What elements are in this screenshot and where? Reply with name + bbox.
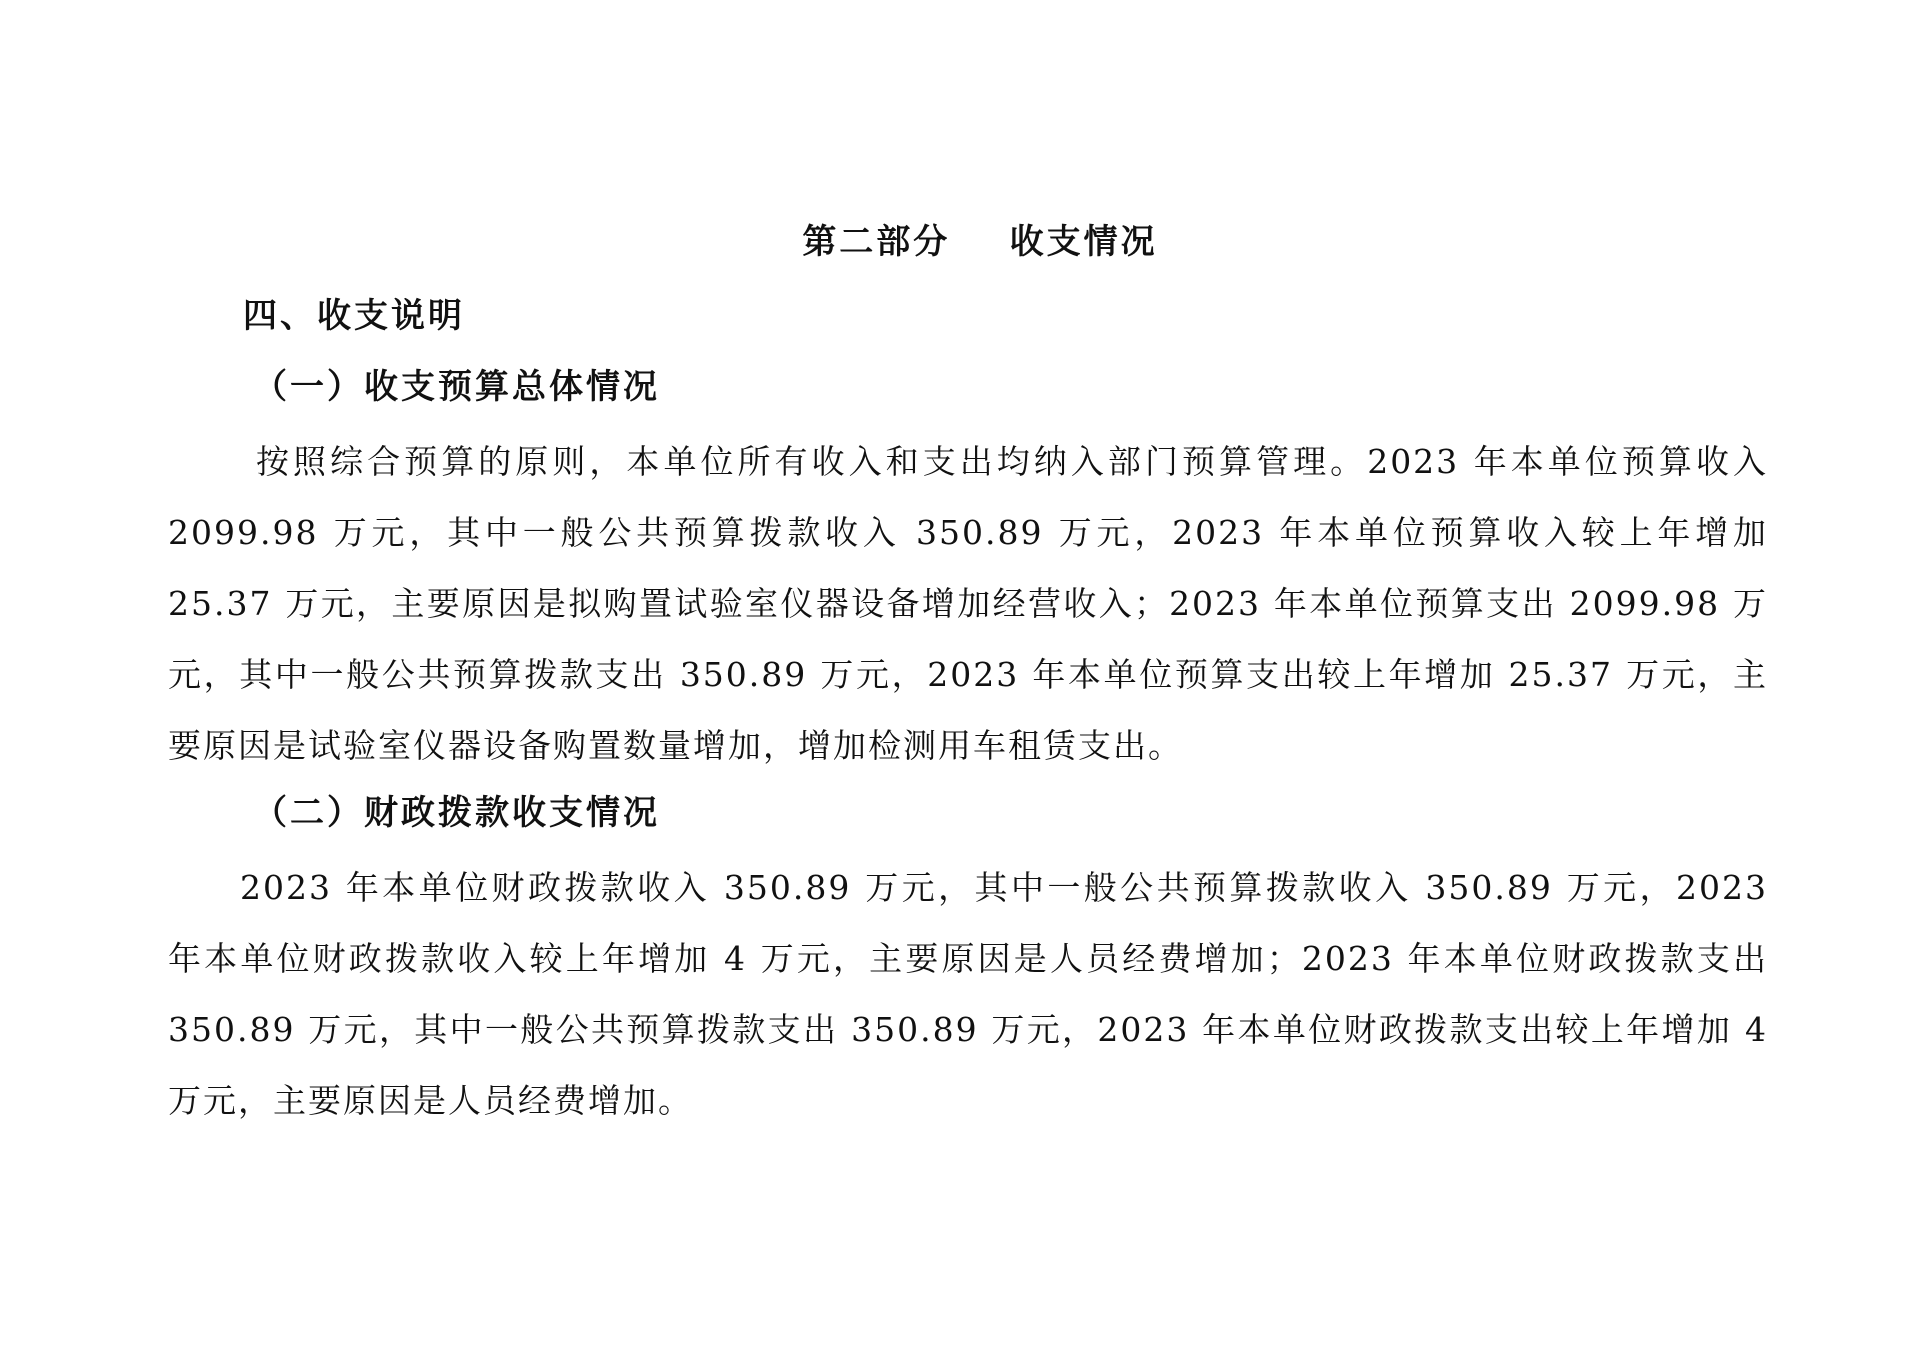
paragraph-fiscal-appropriation: 2023 年本单位财政拨款收入 350.89 万元，其中一般公共预算拨款收入 350.89 万元，2023 年本单位财政拨款收入较上年增加 4 万元，主要原因是人员经费增加；2023 年本单位财政拨款支出 350.89 万元，其中一般公共预算拨款支出 350.89 万元，2023 年本单位财政拨款支出较上年增加 4 万元，主要原因是人员经费增加。 bbox=[168, 868, 1768, 1120]
section-heading: 四、收支说明 bbox=[243, 296, 465, 336]
paragraph-budget-overview: 按照综合预算的原则，本单位所有收入和支出均纳入部门预算管理。2023 年本单位预算收入 2099.98 万元，其中一般公共预算拨款收入 350.89 万元，2023 年本单位预算收入较上年增加 25.37 万元，主要原因是拟购置试验室仪器设备增加经营收入；2023 年本单位预算支出 2099.98 万元，其中一般公共预算拨款支出 350.89 万元，2023 年本单位预算支出较上年增加 25.37 万元，主要原因是试验室仪器设备购置数量增加，增加检测用车租赁支出。 bbox=[168, 442, 1768, 765]
part-title: 第二部分 收支情况 bbox=[802, 222, 1158, 262]
subsection-heading-1: （一）收支预算总体情况 bbox=[253, 367, 660, 407]
subsection-heading-2: （二）财政拨款收支情况 bbox=[253, 793, 660, 833]
